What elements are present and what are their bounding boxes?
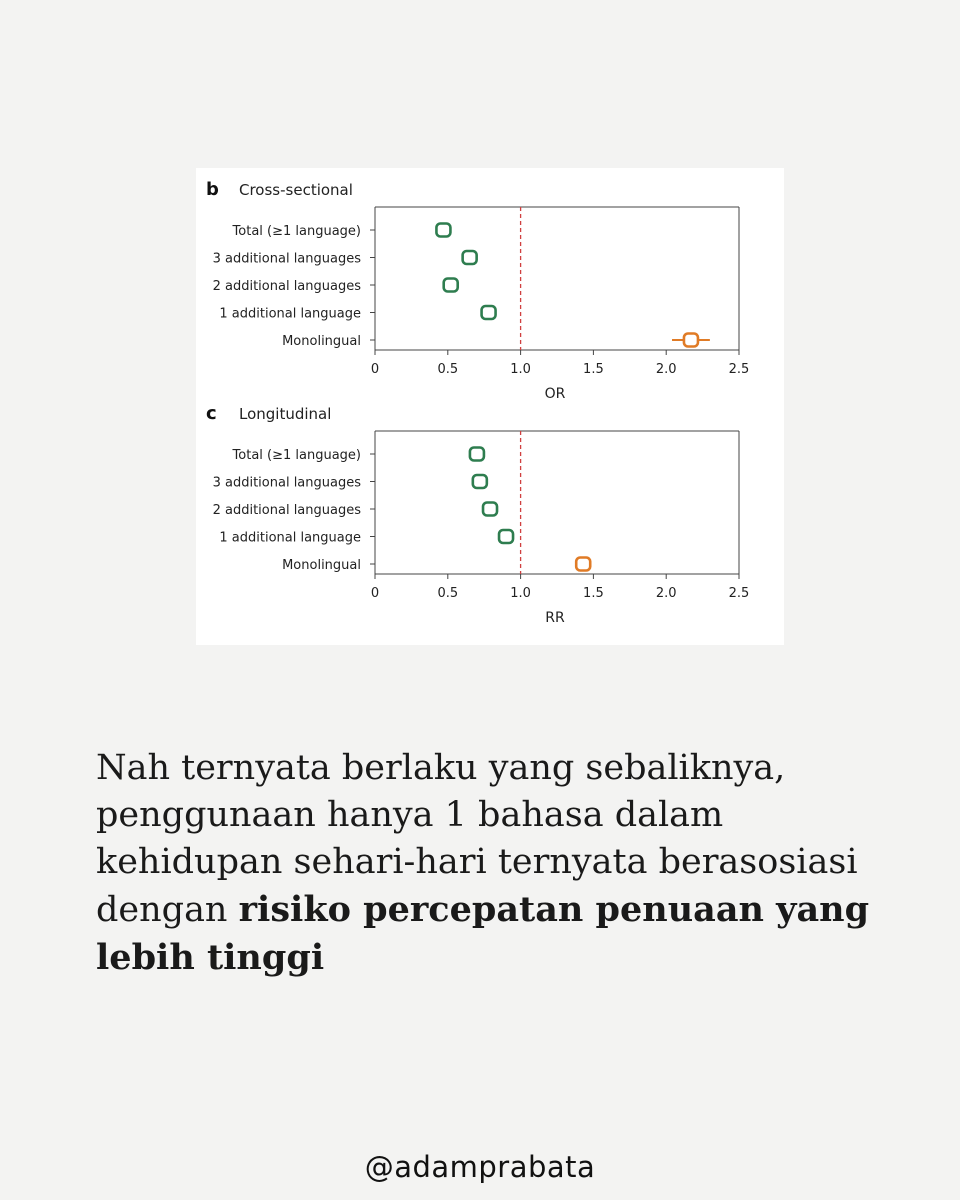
author-handle: @adamprabata (364, 1150, 596, 1184)
forest-plot-svg (196, 168, 784, 645)
panel-letter-c: c (206, 403, 217, 424)
caption-text (96, 745, 876, 982)
x-tick-label: 1.0 (510, 362, 531, 377)
x-tick-label: 2.5 (728, 586, 750, 601)
x-axis-title: RR (545, 610, 565, 626)
x-tick-label: 2.0 (655, 362, 677, 377)
estimate-marker (483, 503, 497, 516)
caption-line-4-prefix: dengan (96, 890, 239, 930)
category-label: 2 additional languages (212, 279, 361, 294)
caption-line-2: penggunaan hanya 1 bahasa dalam (96, 795, 724, 835)
category-label: 3 additional languages (212, 251, 361, 267)
estimate-marker (684, 334, 698, 347)
category-label: Total (≥1 language) (232, 448, 361, 463)
estimate-marker (576, 558, 590, 571)
caption-emphasis-2: lebih tinggi (96, 937, 325, 978)
caption-line-3: kehidupan sehari-hari ternyata berasosiasi (96, 842, 858, 882)
x-tick-label: 2.5 (728, 362, 750, 377)
category-label: Total (≥1 language) (232, 224, 361, 239)
x-axis-title: OR (544, 386, 566, 402)
estimate-marker (444, 279, 458, 292)
estimate-marker (470, 448, 484, 461)
category-label: Monolingual (282, 334, 361, 349)
forest-plot-figure (196, 168, 784, 645)
estimate-marker (436, 224, 450, 237)
panel-title-c: Longitudinal (239, 405, 332, 423)
category-label: 1 additional language (219, 306, 361, 322)
category-label: 1 additional language (219, 530, 361, 546)
x-tick-label: 1.0 (510, 586, 531, 601)
x-tick-label: 0 (370, 362, 380, 377)
estimate-marker (473, 475, 487, 488)
category-label: 2 additional languages (212, 503, 361, 518)
category-label: 3 additional languages (212, 475, 361, 491)
category-label: Monolingual (282, 558, 361, 573)
x-tick-label: 0.5 (437, 362, 459, 377)
panel-letter-b: b (206, 179, 219, 200)
estimate-marker (463, 251, 477, 264)
x-tick-label: 1.5 (583, 362, 604, 377)
x-tick-label: 2.0 (655, 586, 677, 601)
caption-line-1: Nah ternyata berlaku yang sebaliknya, (96, 748, 786, 788)
x-tick-label: 0 (370, 586, 380, 601)
estimate-marker (499, 530, 513, 543)
x-tick-label: 1.5 (583, 586, 604, 601)
caption-emphasis-1: risiko percepatan penuaan yang (238, 889, 870, 930)
estimate-marker (482, 306, 496, 319)
x-tick-label: 0.5 (437, 586, 459, 601)
panel-title-b: Cross-sectional (239, 181, 353, 199)
